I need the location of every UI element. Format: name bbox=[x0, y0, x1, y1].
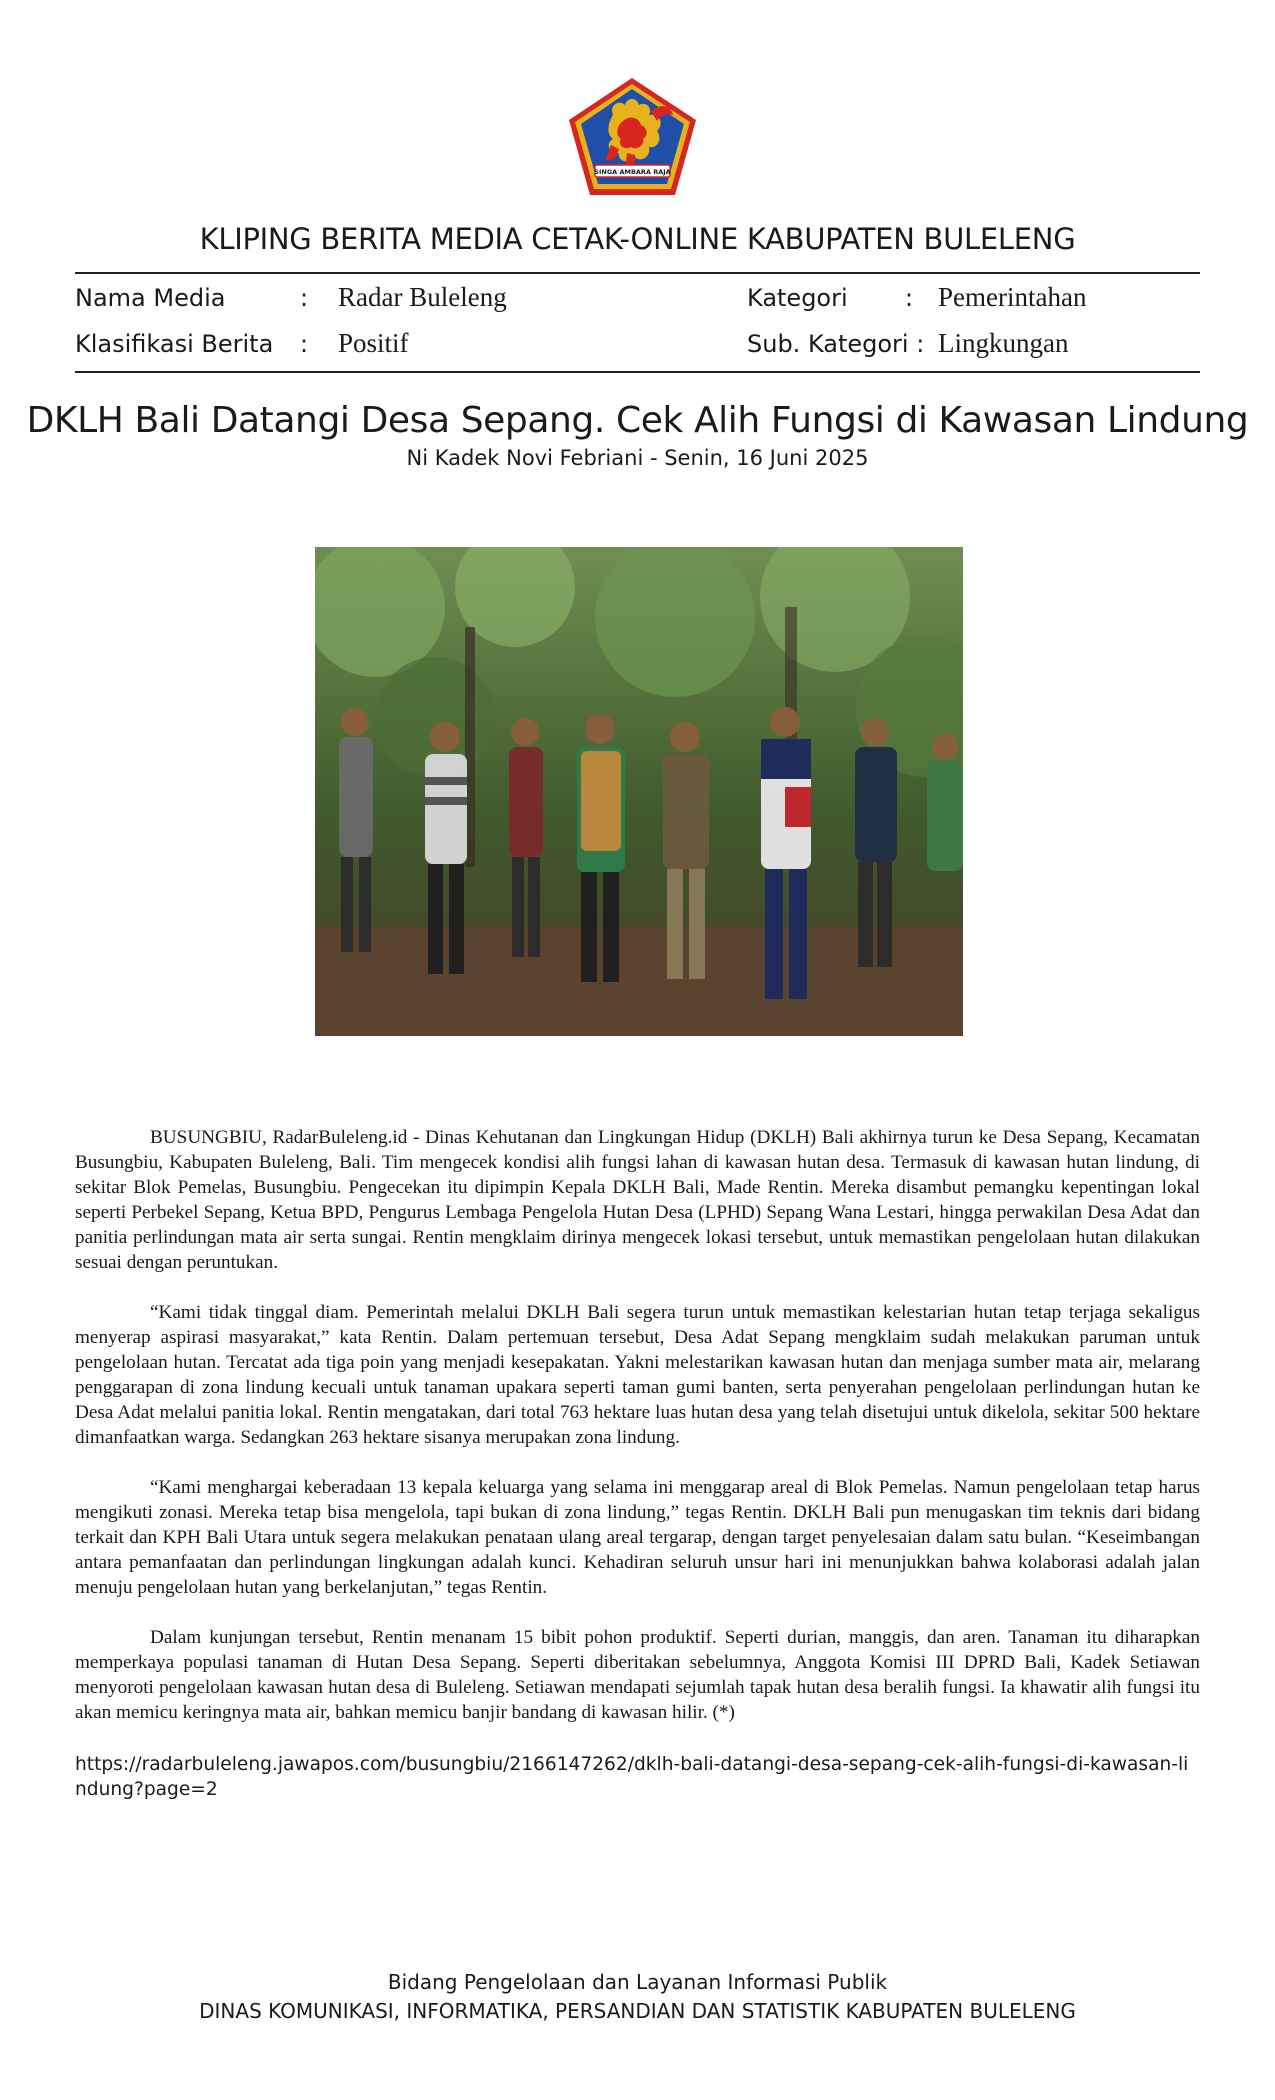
article-body bbox=[75, 1125, 1200, 1750]
sub-kategori-label: Sub. Kategori : bbox=[747, 330, 925, 358]
footer-department: Bidang Pengelolaan dan Layanan Informasi Publik bbox=[387, 1970, 888, 1994]
klasifikasi-value: Positif bbox=[338, 328, 409, 358]
kategori-label: Kategori bbox=[747, 284, 848, 312]
nama-media-label: Nama Media bbox=[75, 284, 226, 312]
article-title: DKLH Bali Datangi Desa Sepang. Cek Alih Fungsi di Kawasan Lindung bbox=[26, 400, 1249, 441]
article-byline: Ni Kadek Novi Febriani - Senin, 16 Juni 2025 bbox=[406, 446, 869, 470]
clipping-header-title: KLIPING BERITA MEDIA CETAK-ONLINE KABUPATEN BULELENG bbox=[199, 222, 1076, 256]
article-paragraph-3: “Kami menghargai keberadaan 13 kepala keluarga yang selama ini menggarap areal di Blok Pemelas. Namun pengelolaan tetap harus mengikuti zonasi. Mereka tetap bisa mengelola, tapi bukan di zona lindung,” tegas Rentin. DKLH Bali pun menugaskan tim teknis dari bidang terkait dan KPH Bali Utara untuk segera melakukan penataan ulang areal tergarap, dengan target penyelesaian dalam satu bulan. “Keseimbangan antara pemanfaatan dan perlindungan lingkungan adalah kunci. Kehadiran seluruh unsur hari ini menunjukkan bahwa kolaborasi adalah jalan menuju pengelolaan hutan yang berkelanjutan,” tegas Rentin. bbox=[75, 1477, 1200, 1598]
sub-kategori-value: Lingkungan bbox=[938, 328, 1069, 358]
emblem-banner-text: SINGA AMBARA RAJA bbox=[594, 168, 671, 176]
header-divider-top bbox=[75, 272, 1200, 274]
emblem-graphic bbox=[565, 75, 700, 200]
kategori-colon: : bbox=[905, 284, 914, 312]
article-paragraph-4: Dalam kunjungan tersebut, Rentin menanam 15 bibit pohon produktif. Seperti durian, manggis, dan aren. Tanaman itu diharapkan memperkaya populasi tanaman di Hutan Desa Sepang. Seperti diberitakan sebelumnya, Anggota Komisi III DPRD Bali, Kadek Setiawan menyoroti pengelolaan kawasan hutan desa di Buleleng. Setiawan mendapati sejumlah tapak hutan desa beralih fungsi. Ia khawatir alih fungsi itu akan memicu keringnya mata air, bahkan memicu banjir bandang di kawasan hilir. (*) bbox=[75, 1627, 1200, 1723]
source-url: https://radarbuleleng.jawapos.com/busungbiu/2166147262/dklh-bali-datangi-desa-sepang-cek-alih-fungsi-di-kawasan-lindung?page=2 bbox=[75, 1754, 1189, 1800]
meta-row-klasifikasi bbox=[0, 328, 1275, 364]
header-divider-bottom bbox=[75, 371, 1200, 373]
klasifikasi-colon: : bbox=[300, 330, 309, 358]
nama-media-value: Radar Buleleng bbox=[338, 282, 507, 312]
article-paragraph-1: BUSUNGBIU, RadarBuleleng.id - Dinas Kehutanan dan Lingkungan Hidup (DKLH) Bali akhirnya turun ke Desa Sepang, Kecamatan Busungbiu, Kabupaten Buleleng, Bali. Tim mengecek kondisi alih fungsi lahan di kawasan hutan desa. Termasuk di kawasan hutan lindung, di sekitar Blok Pemelas, Busungbiu. Pengecekan itu dipimpin Kepala DKLH Bali, Made Rentin. Mereka disambut pemangku kepentingan lokal seperti Perbekel Sepang, Ketua BPD, Pengurus Lembaga Pengelola Hutan Desa (LPHD) Sepang Wana Lestari, hingga perwakilan Desa Adat dan panitia perlindungan mata air serta sungai. Rentin mengklaim dirinya mengecek lokasi tersebut, untuk memastikan pengelolaan hutan dilakukan sesuai dengan peruntukan. bbox=[75, 1127, 1200, 1273]
forest-group-photo bbox=[315, 547, 963, 1036]
footer-agency: DINAS KOMUNIKASI, INFORMATIKA, PERSANDIAN DAN STATISTIK KABUPATEN BULELENG bbox=[199, 1999, 1076, 2023]
kategori-value: Pemerintahan bbox=[938, 282, 1087, 312]
article-paragraph-2: “Kami tidak tinggal diam. Pemerintah melalui DKLH Bali segera turun untuk memastikan kelestarian hutan tetap terjaga sekaligus menyerap aspirasi masyarakat,” kata Rentin. Dalam pertemuan tersebut, Desa Adat Sepang mengklaim sudah melakukan paruman untuk pengelolaan hutan. Tercatat ada tiga poin yang menjadi kesepakatan. Yakni melestarikan kawasan hutan dan menjaga sumber mata air, melarang penggarapan di zona lindung kecuali untuk tanaman upakara seperti taman gumi banten, serta penyerahan pengelolaan perlindungan hutan ke Desa Adat melalui panitia lokal. Rentin mengatakan, dari total 763 hektare luas hutan desa yang telah disetujui untuk dikelola, sekitar 500 hektare dimanfaatkan warga. Sedangkan 263 hektare sisanya merupakan zona lindung. bbox=[75, 1302, 1200, 1448]
buleleng-regency-emblem bbox=[565, 75, 700, 200]
article-photo bbox=[315, 547, 963, 1036]
nama-media-colon: : bbox=[300, 284, 309, 312]
meta-row-media bbox=[0, 282, 1275, 318]
klasifikasi-label: Klasifikasi Berita bbox=[75, 330, 274, 358]
